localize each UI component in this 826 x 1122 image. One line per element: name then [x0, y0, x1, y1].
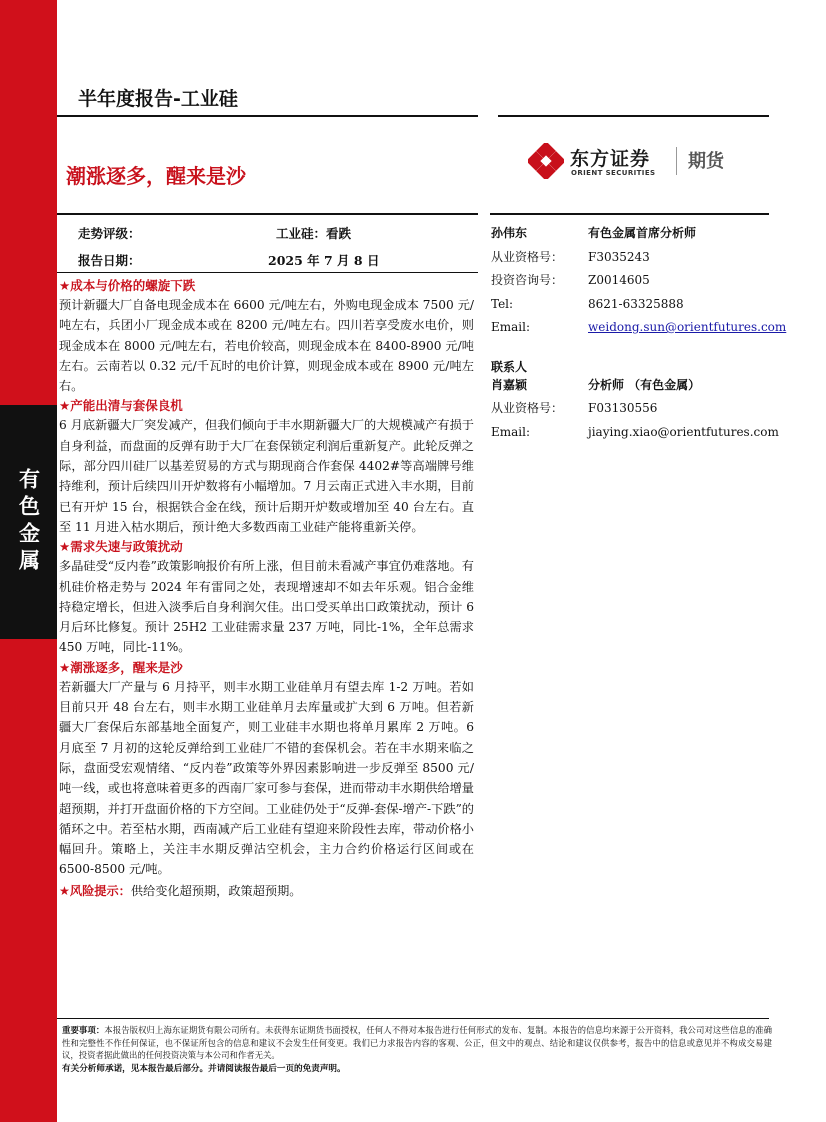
company-logo [528, 143, 768, 179]
spacer [491, 341, 781, 357]
report-summary [59, 277, 474, 901]
section-demand-policy [59, 538, 474, 657]
divider [498, 115, 769, 117]
divider [57, 213, 478, 215]
section-capacity-hedging [59, 397, 474, 537]
rating-value: 工业硅：看跌 [276, 226, 352, 241]
section-heading: ★成本与价格的螺旋下跌 [59, 278, 196, 293]
row-value: F3035243 [588, 249, 650, 264]
risk-text: 供给变化超预期，政策超预期。 [130, 883, 302, 898]
section-heading: ★潮涨逐多，醒来是沙 [59, 659, 183, 675]
section-body: 若新疆大厂产量与 6 月持平，则丰水期工业硅单月有望去库 1-2 万吨。若如目前只开 48 台左右，则丰水期工业硅单月去库量或扩大到 6 万吨。但若新疆大厂套保后东部基地全面复产，则工业硅丰水期也将单月累库 2 万吨。6 月底至 7 月初的这轮反弹给到工业硅厂不错的套保机会。若在丰水期来临之际，盘面受宏观情绪、“反内卷”政策等外界因素影响进一步反弹至 8500 元/吨一线，或也将意味着更多的西南厂家可参与套保，进而带动丰水期供给增量超预期，并打开盘面价格的下方空间。工业硅仍处于“反弹-套保-增产-下跌”的循环之中。若至枯水期，西南减产后工业硅有望迎来阶段性去库，带动价格小幅回升。策略上，关注丰水期反弹沽空机会，主力合约价格运行区间或在 6500-8500 元/吨。 [59, 679, 474, 877]
rating-label: 走势评级： [78, 226, 141, 241]
row-value: Z0014605 [588, 273, 650, 287]
row-key: Tel: [491, 296, 514, 311]
logo-name-cn: 东方证券 [570, 148, 651, 170]
date-label: 报告日期： [78, 253, 141, 268]
analyst-row [491, 247, 781, 271]
analyst-header [491, 223, 781, 247]
analyst-title: 有色金属首席分析师 [588, 226, 697, 240]
disclaimer-text: 本报告版权归上海东证期货有限公司所有。未获得东证期货书面授权，任何人不得对本报告进行任何形式的发布、复制。本报告的信息均来源于公开资料，我公司对这些信息的准确性和完整性不作任何保证，也不保证所包含的信息和建议不会发生任何变更。我们已力求报告内容的客观、公正，但文中的观点、结论和建议仅供参考，报告中的信息或意见并不构成交易建议，投资者据此做出的任何投资决策与本公司和作者无关。 [62, 1025, 773, 1060]
section-heading: ★产能出清与套保良机 [59, 398, 183, 414]
row-key: Email: [491, 424, 531, 439]
row-value: jiaying.xiao@orientfutures.com [588, 424, 779, 439]
divider [490, 213, 769, 215]
report-type-title: 半年度报告-工业硅 [78, 88, 238, 110]
contact-group-label: 联系人 [491, 359, 528, 374]
row-value: F03130556 [588, 401, 658, 415]
logo-division: 期货 [688, 151, 724, 172]
analyst-row [491, 294, 781, 318]
analyst-row [491, 317, 787, 341]
row-value: 8621-63325888 [588, 296, 684, 311]
section-cost-price [59, 277, 474, 396]
contact-group [491, 357, 781, 375]
row-key: 从业资格号： [491, 401, 564, 415]
divider [57, 272, 478, 273]
analyst-title: 分析师 （有色金属） [588, 377, 701, 392]
row-key: 投资咨询号： [491, 273, 564, 287]
analyst-row [491, 398, 781, 422]
risk-label: ★风险提示： [59, 883, 131, 898]
disclaimer-label: 重要事项： [62, 1025, 105, 1035]
page-title: 潮涨逐多，醒来是沙 [66, 164, 246, 188]
logo-name-en: ORIENT SECURITIES [571, 169, 656, 177]
section-body: 多晶硅受“反内卷”政策影响报价有所上涨，但目前未看减产事宜仍难落地。有机硅价格走势与 2024 年有雷同之处，表现增速却不如去年乐观。铝合金维持稳定增长，但进入淡季后自身利润欠佳。出口受买单出口政策扰动，预计 6 月后环比修复。预计 25H2 工业硅需求量 237 万吨，同比-1%，全年总需求 450 万吨，同比-11%。 [59, 559, 474, 655]
row-key: Email: [491, 320, 531, 334]
analyst-name: 孙伟东 [491, 226, 528, 240]
row-key: 从业资格号： [491, 249, 564, 264]
analyst-row [491, 422, 781, 446]
analyst-header [491, 375, 781, 399]
analyst-commitment: 有关分析师承诺，见本报告最后部分。并请阅读报告最后一页的免责声明。 [62, 1064, 346, 1074]
orient-securities-logo-icon [528, 143, 564, 179]
section-body: 6 月底新疆大厂突发减产，但我们倾向于丰水期新疆大厂的大规模减产有损于自身利益，而盘面的反弹有助于大厂在套保锁定利润后重新复产。此轮反弹之际，部分四川硅厂以基差贸易的方式与期现商合作套保 4402#等高端牌号维持维利，预计后续四川开炉数将有小幅增加。7 月云南正式进入丰水期，目前已有开炉 15 台，根据铁合金在线，预计后期开炉数或增加至 40 台左右。直至 11 月进入枯水期后，预计绝大多数西南工业硅产能将重新关停。 [59, 418, 474, 534]
section-heading: ★需求失速与政策扰动 [59, 539, 183, 555]
logo-separator [676, 147, 677, 175]
analyst-panel [491, 223, 787, 445]
email-link[interactable]: weidong.sun@orientfutures.com [588, 320, 787, 334]
risk-warning [59, 881, 474, 901]
analyst-row [491, 270, 781, 294]
sector-label: 有色金属 [16, 468, 41, 576]
section-outlook [59, 659, 474, 880]
analyst-name: 肖嘉颖 [491, 377, 528, 392]
divider [57, 115, 478, 117]
sector-tab [0, 405, 57, 639]
section-body: 预计新疆大厂自备电现金成本在 6600 元/吨左右，外购电现金成本 7500 元/吨左右，兵团小厂现金成本或在 8200 元/吨左右。四川若享受废水电价，则现金成本在 8000 元/吨左右，若电价较高，则现金成本在 8400-8900 元/吨左右。云南若以 0.32 元/千瓦时的电价计算，则现金成本或在 8900 元/吨左右。 [59, 298, 474, 394]
date-value: 2025 年 7 月 8 日 [268, 253, 380, 268]
footer-divider [57, 1018, 769, 1019]
disclaimer [62, 1024, 772, 1062]
